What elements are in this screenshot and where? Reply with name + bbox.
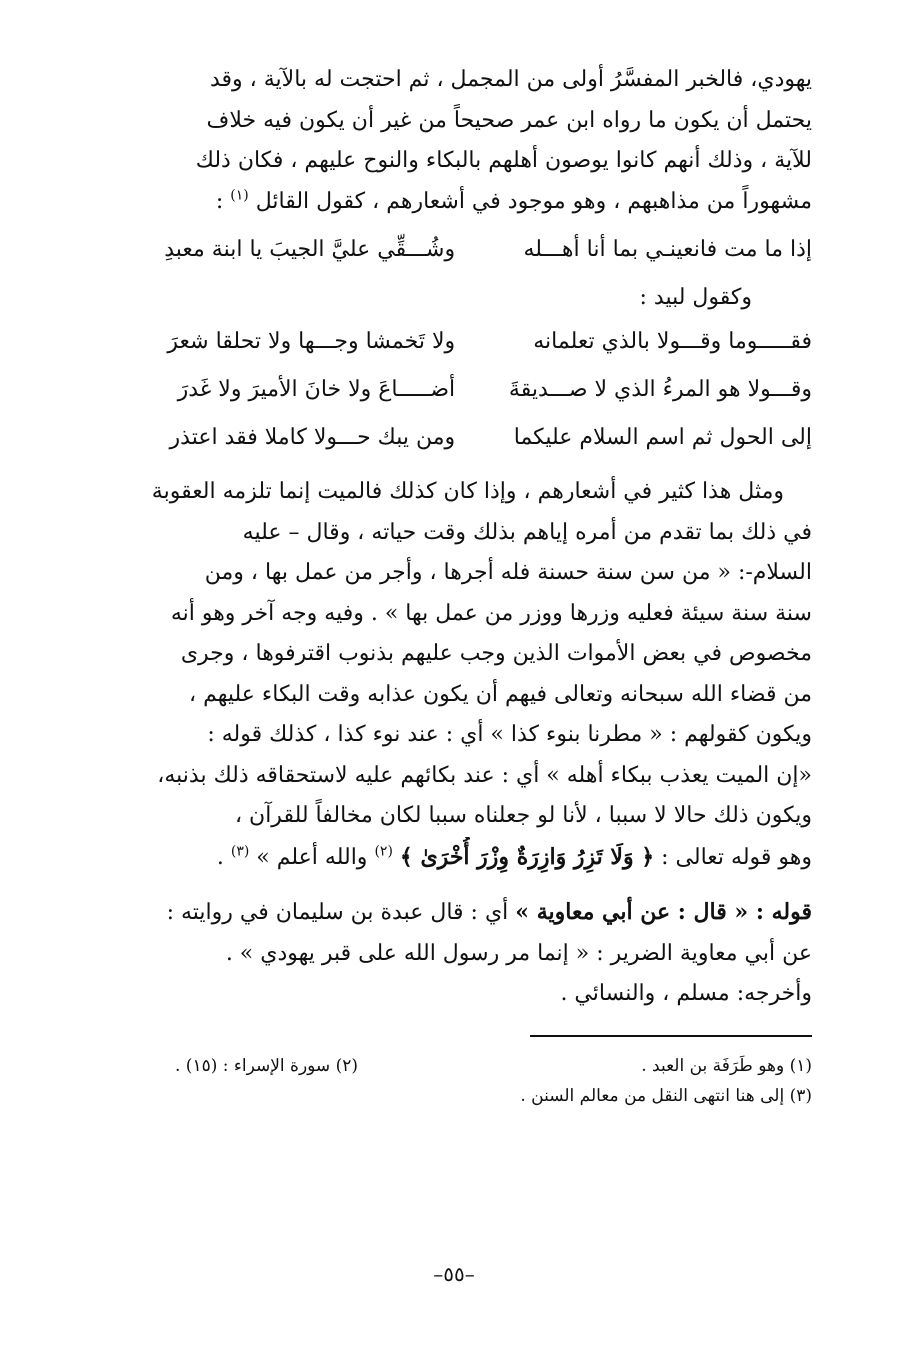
paragraph-3 <box>128 892 812 1015</box>
footnote-1: (١) وهو طَرَفَة بن العبد . <box>641 1055 812 1076</box>
text-segment: : <box>215 188 231 214</box>
text-line: من قضاء الله سبحانه وتعالى فيهم أن يكون عذابه وقت البكاء عليهم ، <box>188 681 812 707</box>
verse-first-hemistich: فقـــــوما وقـــولا بالذي تعلمانه <box>533 329 812 354</box>
poem-verse <box>128 370 812 410</box>
text-line <box>128 837 812 879</box>
text-line: يحتمل أن يكون ما رواه ابن عمر صحيحاً من غير أن يكون فيه خلاف <box>206 107 812 133</box>
text-line: ومثل هذا كثير في أشعارهم ، وإذا كان كذلك فالميت إنما تلزمه العقوبة <box>151 479 784 504</box>
footnote-2: (٢) سورة الإسراء : (١٥) . <box>174 1055 358 1076</box>
quran-verse: ﴿ وَلَا تَزِرُ وَازِرَةٌ وِزْرَ أُخْرَىٰ ﴾ <box>399 843 655 870</box>
verse-first-hemistich: إلى الحول ثم اسم السلام عليكما <box>513 425 812 450</box>
footnote-row <box>128 1081 812 1111</box>
paragraph-2 <box>128 472 812 878</box>
text-line: ويكون كقولهم : « مطرنا بنوء كذا » أي : عند نوء كذا ، كذلك قوله : <box>207 722 812 747</box>
footnote-divider <box>530 1035 812 1037</box>
footnote-marker[interactable]: (١) <box>230 187 249 204</box>
text-line <box>128 182 812 223</box>
footnote-3: (٣) إلى هنا انتهى النقل من معالم السنن . <box>520 1085 812 1106</box>
verse-first-hemistich: إذا ما مت فانعينـي بما أنا أهـــله <box>523 237 812 262</box>
text-line: سنة سنة سيئة فعليه وزرها ووزر من عمل بها » . وفيه وجه آخر وهو أنه <box>170 600 812 626</box>
text-segment: مشهوراً من مذاهبهم ، وهو موجود في أشعارهم ، كقول القائل <box>255 188 812 214</box>
commentary-lemma: قوله : « قال : عن أبي معاوية » <box>515 899 812 925</box>
text-segment: والله أعلم » <box>249 844 375 870</box>
page-body <box>128 60 812 1111</box>
verse-first-hemistich: وقـــولا هو المرءُ الذي لا صـــديقةَ <box>508 377 812 402</box>
text-segment: وهو قوله تعالى : <box>654 844 812 870</box>
verse-second-hemistich: وشُـــقِّي عليَّ الجيبَ يا ابنة معبدِ <box>164 237 456 262</box>
text-line: عن أبي معاوية الضرير : « إنما مر رسول الله على قبر يهودي » . <box>225 940 812 966</box>
text-line: السلام-: « من سن سنة حسنة فله أجرها ، وأجر من عمل بها ، ومن <box>204 560 812 585</box>
text-line <box>128 892 812 934</box>
poem-verse <box>128 230 812 270</box>
paragraph-1 <box>128 60 812 222</box>
text-line: للآية ، وذلك أنهم كانوا يوصون أهلهم بالبكاء والنوح عليهم ، فكان ذلك <box>195 148 812 173</box>
footnote-row <box>128 1051 812 1081</box>
verse-second-hemistich: ولا تَخمشا وجـــها ولا تحلقا شعرَ <box>167 329 456 354</box>
text-line: ويكون ذلك حالا لا سببا ، لأنا لو جعلناه سببا لكان مخالفاً للقرآن ، <box>234 803 812 828</box>
page-number: –٥٥– <box>433 1262 475 1286</box>
text-line: يهودي، فالخبر المفسَّرُ أولى من المجمل ، ثم احتجت له بالآية ، وقد <box>209 67 812 92</box>
text-line: مخصوص في بعض الأموات الذين وجب عليهم بذنوب اقترفوها ، وجرى <box>180 641 812 666</box>
poem-verse <box>128 322 812 362</box>
footnote-marker[interactable]: (٣) <box>230 843 250 860</box>
footnote-marker[interactable]: (٢) <box>374 843 393 860</box>
text-line: «إن الميت يعذب ببكاء أهله » أي : عند بكائهم عليه لاستحقاقه ذلك بذنبه، <box>157 762 812 788</box>
text-segment: أي : قال عبدة بن سليمان في روايته : <box>166 900 516 925</box>
verse-second-hemistich: ومن يبك حـــولا كاملا فقد اعتذر <box>169 425 456 450</box>
verse-second-hemistich: أضـــــاعَ ولا خانَ الأميرَ ولا غَدرَ <box>177 377 456 402</box>
text-segment: . <box>216 844 231 870</box>
text-line: وأخرجه: مسلم ، والنسائي . <box>560 981 812 1006</box>
verse-intro: وكقول لبيد : <box>639 285 752 310</box>
poem-verse <box>128 418 812 458</box>
text-line: في ذلك بما تقدم من أمره إياهم بذلك وقت حياته ، وقال – عليه <box>242 519 812 545</box>
